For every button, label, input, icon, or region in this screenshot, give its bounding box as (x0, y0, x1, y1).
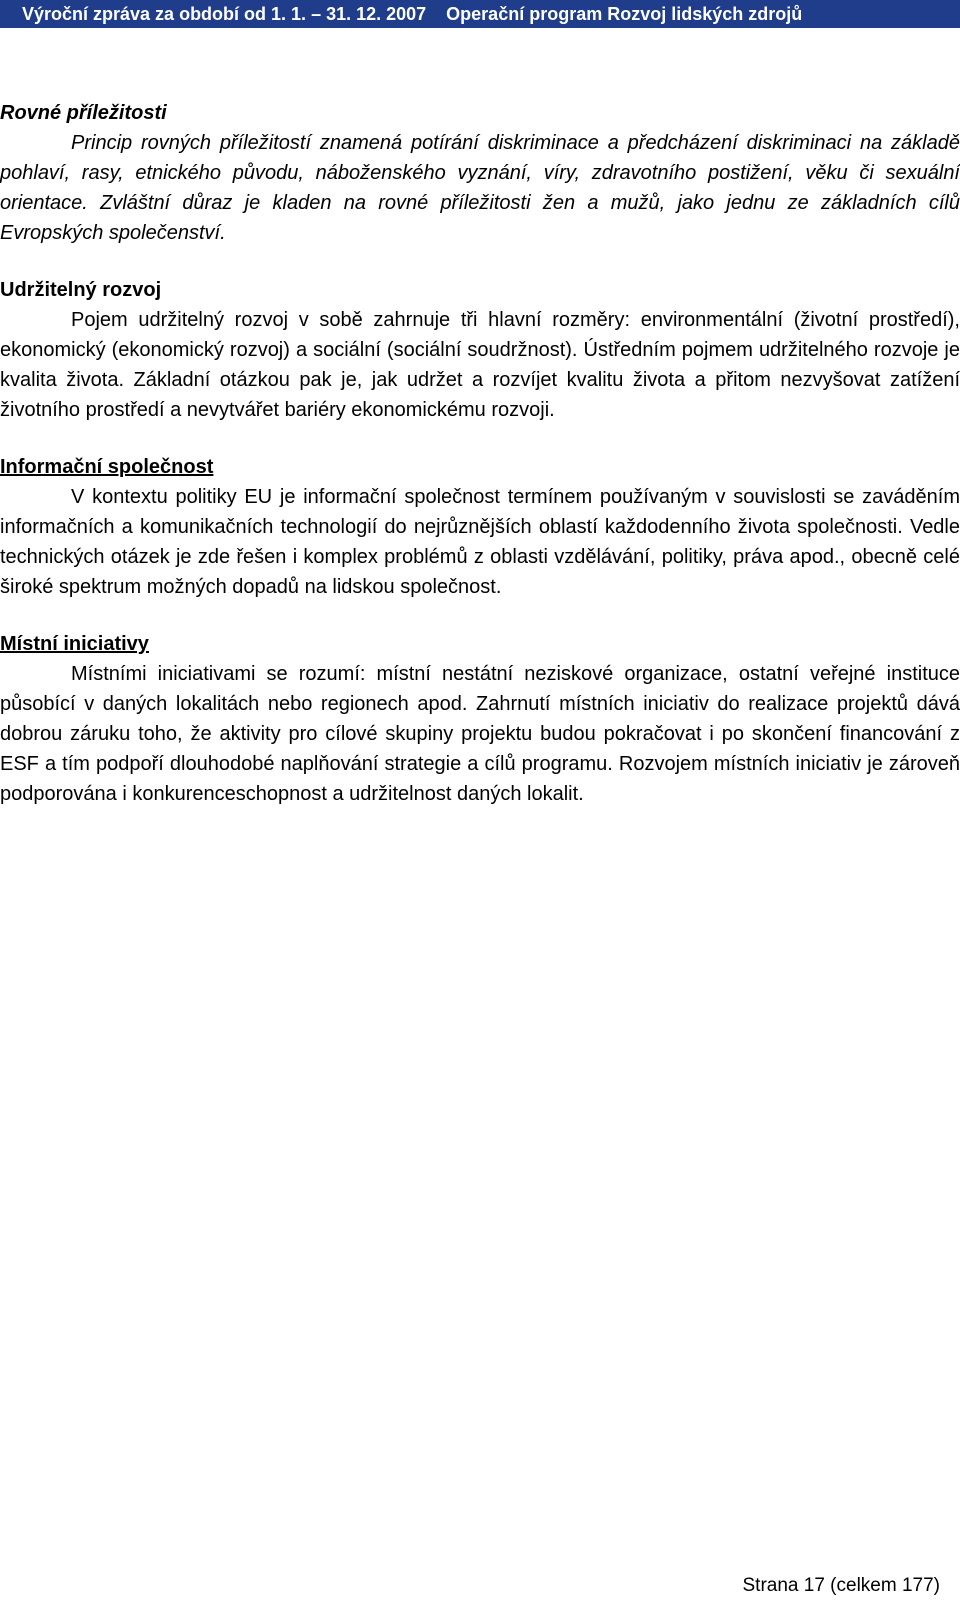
section-heading: Rovné příležitosti (0, 102, 167, 124)
section-paragraph: Princip rovných příležitostí znamená potírání diskriminace a předcházení diskriminaci na základě pohlaví, rasy, etnického původu, náboženského vyznání, víry, zdravotního postižení, věku či sexuální orientace. Zvláštní důraz je kladen na rovné příležitosti žen a mužů, jako jednu ze základních cílů Evropských společenství. (0, 132, 960, 244)
report-title: Výroční zpráva za období od 1. 1. – 31. 12. 2007 (22, 4, 427, 24)
section-mistni-iniciativy (0, 629, 960, 809)
document-body (0, 98, 960, 836)
program-title: Operační program Rozvoj lidských zdrojů (446, 4, 803, 24)
page-number: Strana 17 (celkem 177) (742, 1575, 940, 1596)
section-rovne-prilezitosti (0, 98, 960, 248)
section-heading: Informační společnost (0, 456, 214, 478)
section-informacni-spolecnost (0, 452, 960, 602)
section-paragraph: Místními iniciativami se rozumí: místní nestátní neziskové organizace, ostatní veřejné instituce působící v daných lokalitách nebo regionech apod. Zahrnutí místních iniciativ do realizace projektů dává dobrou záruku toho, že aktivity pro cílové skupiny projektu budou pokračovat i po skončení financování z ESF a tím podpoří dlouhodobé naplňování strategie a cílů programu. Rozvojem místních iniciativ je zároveň podporována i konkurenceschopnost a udržitelnost daných lokalit. (0, 663, 960, 805)
section-paragraph: Pojem udržitelný rozvoj v sobě zahrnuje tři hlavní rozměry: environmentální (životní prostředí), ekonomický (ekonomický rozvoj) a sociální (sociální soudržnost). Ústředním pojmem udržitelného rozvoje je kvalita života. Základní otázkou pak je, jak udržet a rozvíjet kvalitu života a přitom nezvyšovat zatížení životního prostředí a nevytvářet bariéry ekonomickému rozvoji. (0, 309, 960, 421)
section-heading: Udržitelný rozvoj (0, 279, 162, 301)
page-header (0, 0, 960, 28)
section-udrzitelny-rozvoj (0, 275, 960, 425)
section-paragraph: V kontextu politiky EU je informační společnost termínem používaným v souvislosti se zaváděním informačních a komunikačních technologií do nejrůznějších oblastí každodenního života společnosti. Vedle technických otázek je zde řešen i komplex problémů z oblasti vzdělávání, politiky, práva apod., obecně celé široké spektrum možných dopadů na lidskou společnost. (0, 486, 960, 598)
section-heading: Místní iniciativy (0, 633, 149, 655)
